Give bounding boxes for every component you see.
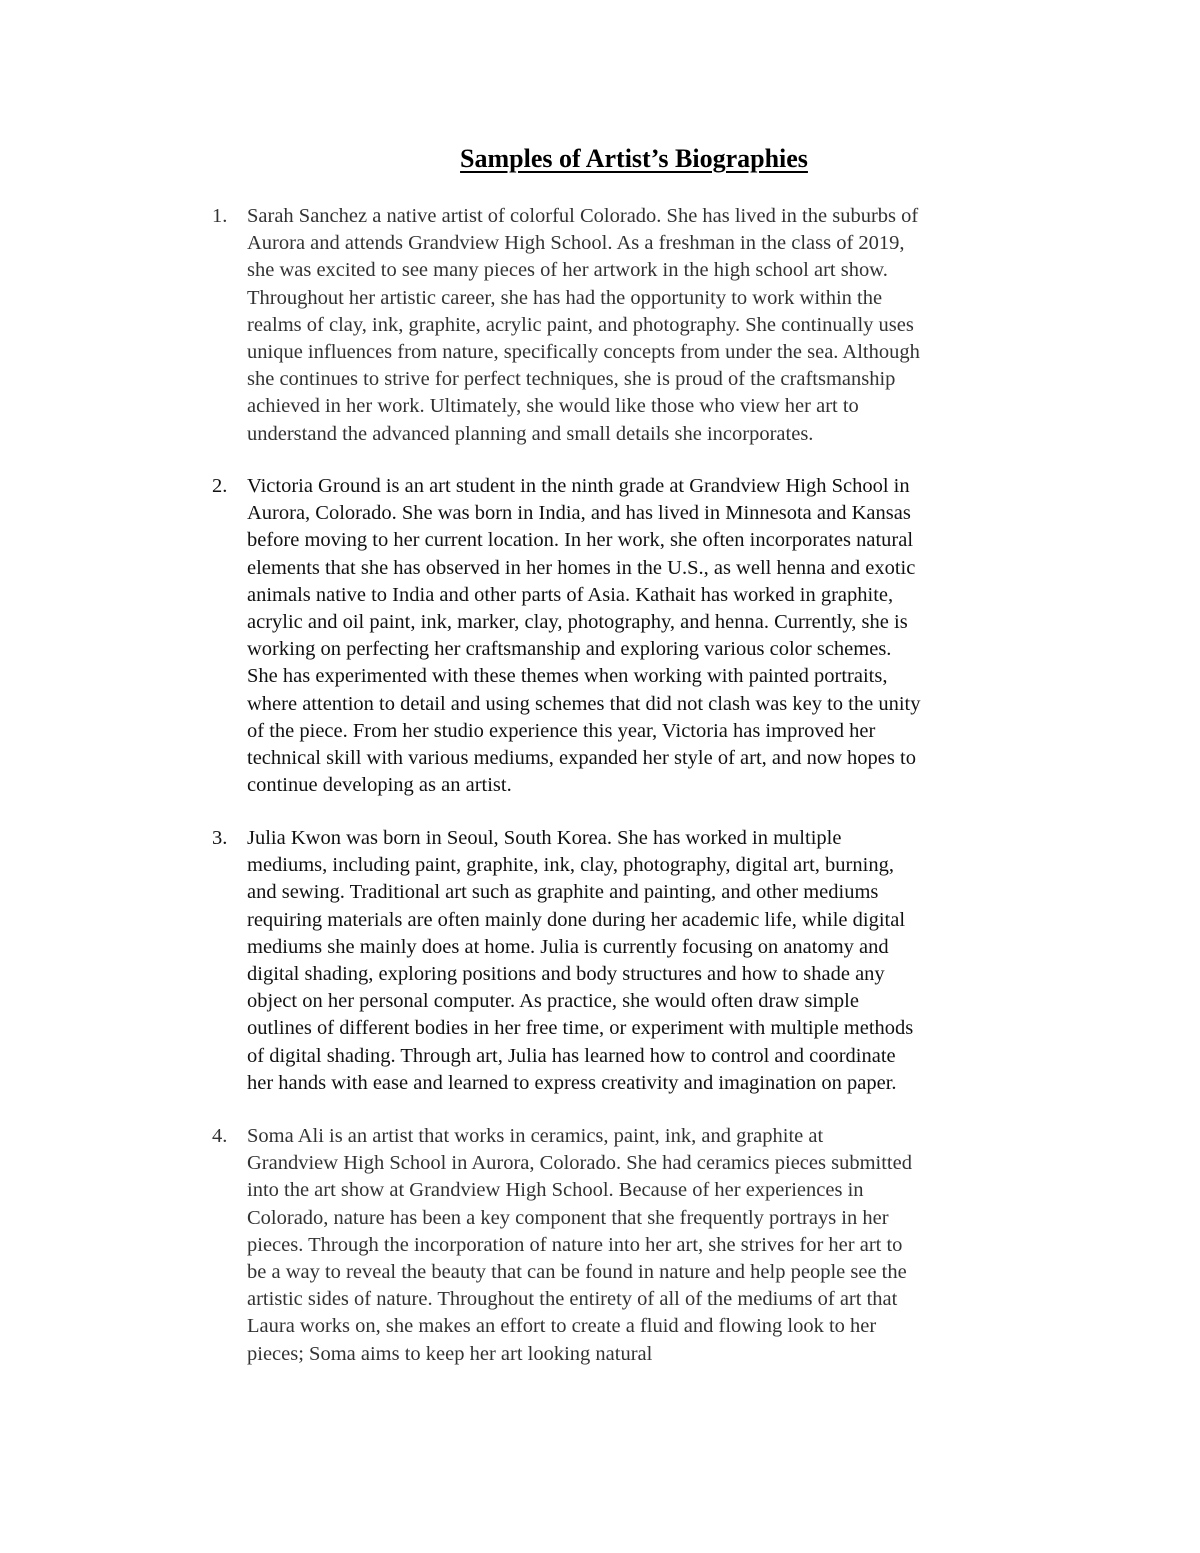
biography-item <box>212 825 1042 1097</box>
list-number: 2. <box>212 475 228 497</box>
biography-text: Soma Ali is an artist that works in ceramics, paint, ink, and graphite at Grandview High School in Aurora, Colorado. She had ceramics pieces submitted into the art show at Grandview High School. Because of her experiences in Colorado, nature has been a key component that she frequently portrays in her pieces. Through the incorporation of nature into her art, she strives for her art to be a way to reveal the beauty that can be found in nature and help people see the artistic sides of nature. Throughout the entirety of all of the mediums of art that Laura works on, she makes an effort to create a fluid and flowing look to her pieces; Soma aims to keep her art looking natural <box>247 1125 912 1365</box>
biography-item <box>212 473 1042 799</box>
list-number: 1. <box>212 205 228 227</box>
biography-item <box>212 203 1042 448</box>
list-number: 4. <box>212 1125 228 1147</box>
biography-text: Victoria Ground is an art student in the ninth grade at Grandview High School in Aurora, Colorado. She was born in India, and has lived in Minnesota and Kansas before moving to her current location. In her work, she often incorporates natural elements that she has observed in her homes in the U.S., as well henna and exotic animals native to India and other parts of Asia. Kathait has worked in graphite, acrylic and oil paint, ink, marker, clay, photography, and henna. Currently, she is working on perfecting her craftsmanship and exploring various color schemes. She has experimented with these themes when working with painted portraits, where attention to detail and using schemes that did not clash was key to the unity of the piece. From her studio experience this year, Victoria has improved her technical skill with various mediums, expanded her style of art, and now hopes to continue developing as an artist. <box>247 475 921 797</box>
biography-text: Sarah Sanchez a native artist of colorful Colorado. She has lived in the suburbs of Aurora and attends Grandview High School. As a freshman in the class of 2019, she was excited to see many pieces of her artwork in the high school art show. Throughout her artistic career, she has had the opportunity to work within the realms of clay, ink, graphite, acrylic paint, and photography. She continually uses unique influences from nature, specifically concepts from under the sea. Although she continues to strive for perfect techniques, she is proud of the craftsmanship achieved in her work. Ultimately, she would like those who view her art to understand the advanced planning and small details she incorporates. <box>247 205 920 445</box>
biography-text: Julia Kwon was born in Seoul, South Korea. She has worked in multiple mediums, including paint, graphite, ink, clay, photography, digital art, burning, and sewing. Traditional art such as graphite and painting, and other mediums requiring materials are often mainly done during her academic life, while digital mediums she mainly does at home. Julia is currently focusing on anatomy and digital shading, exploring positions and body structures and how to shade any object on her personal computer. As practice, she would often draw simple outlines of different bodies in her free time, or experiment with multiple methods of digital shading. Through art, Julia has learned how to control and coordinate her hands with ease and learned to express creativity and imagination on paper. <box>247 827 914 1094</box>
document-title: Samples of Artist’s Biographies <box>460 144 808 173</box>
biography-item <box>212 1123 1042 1368</box>
list-number: 3. <box>212 827 228 849</box>
